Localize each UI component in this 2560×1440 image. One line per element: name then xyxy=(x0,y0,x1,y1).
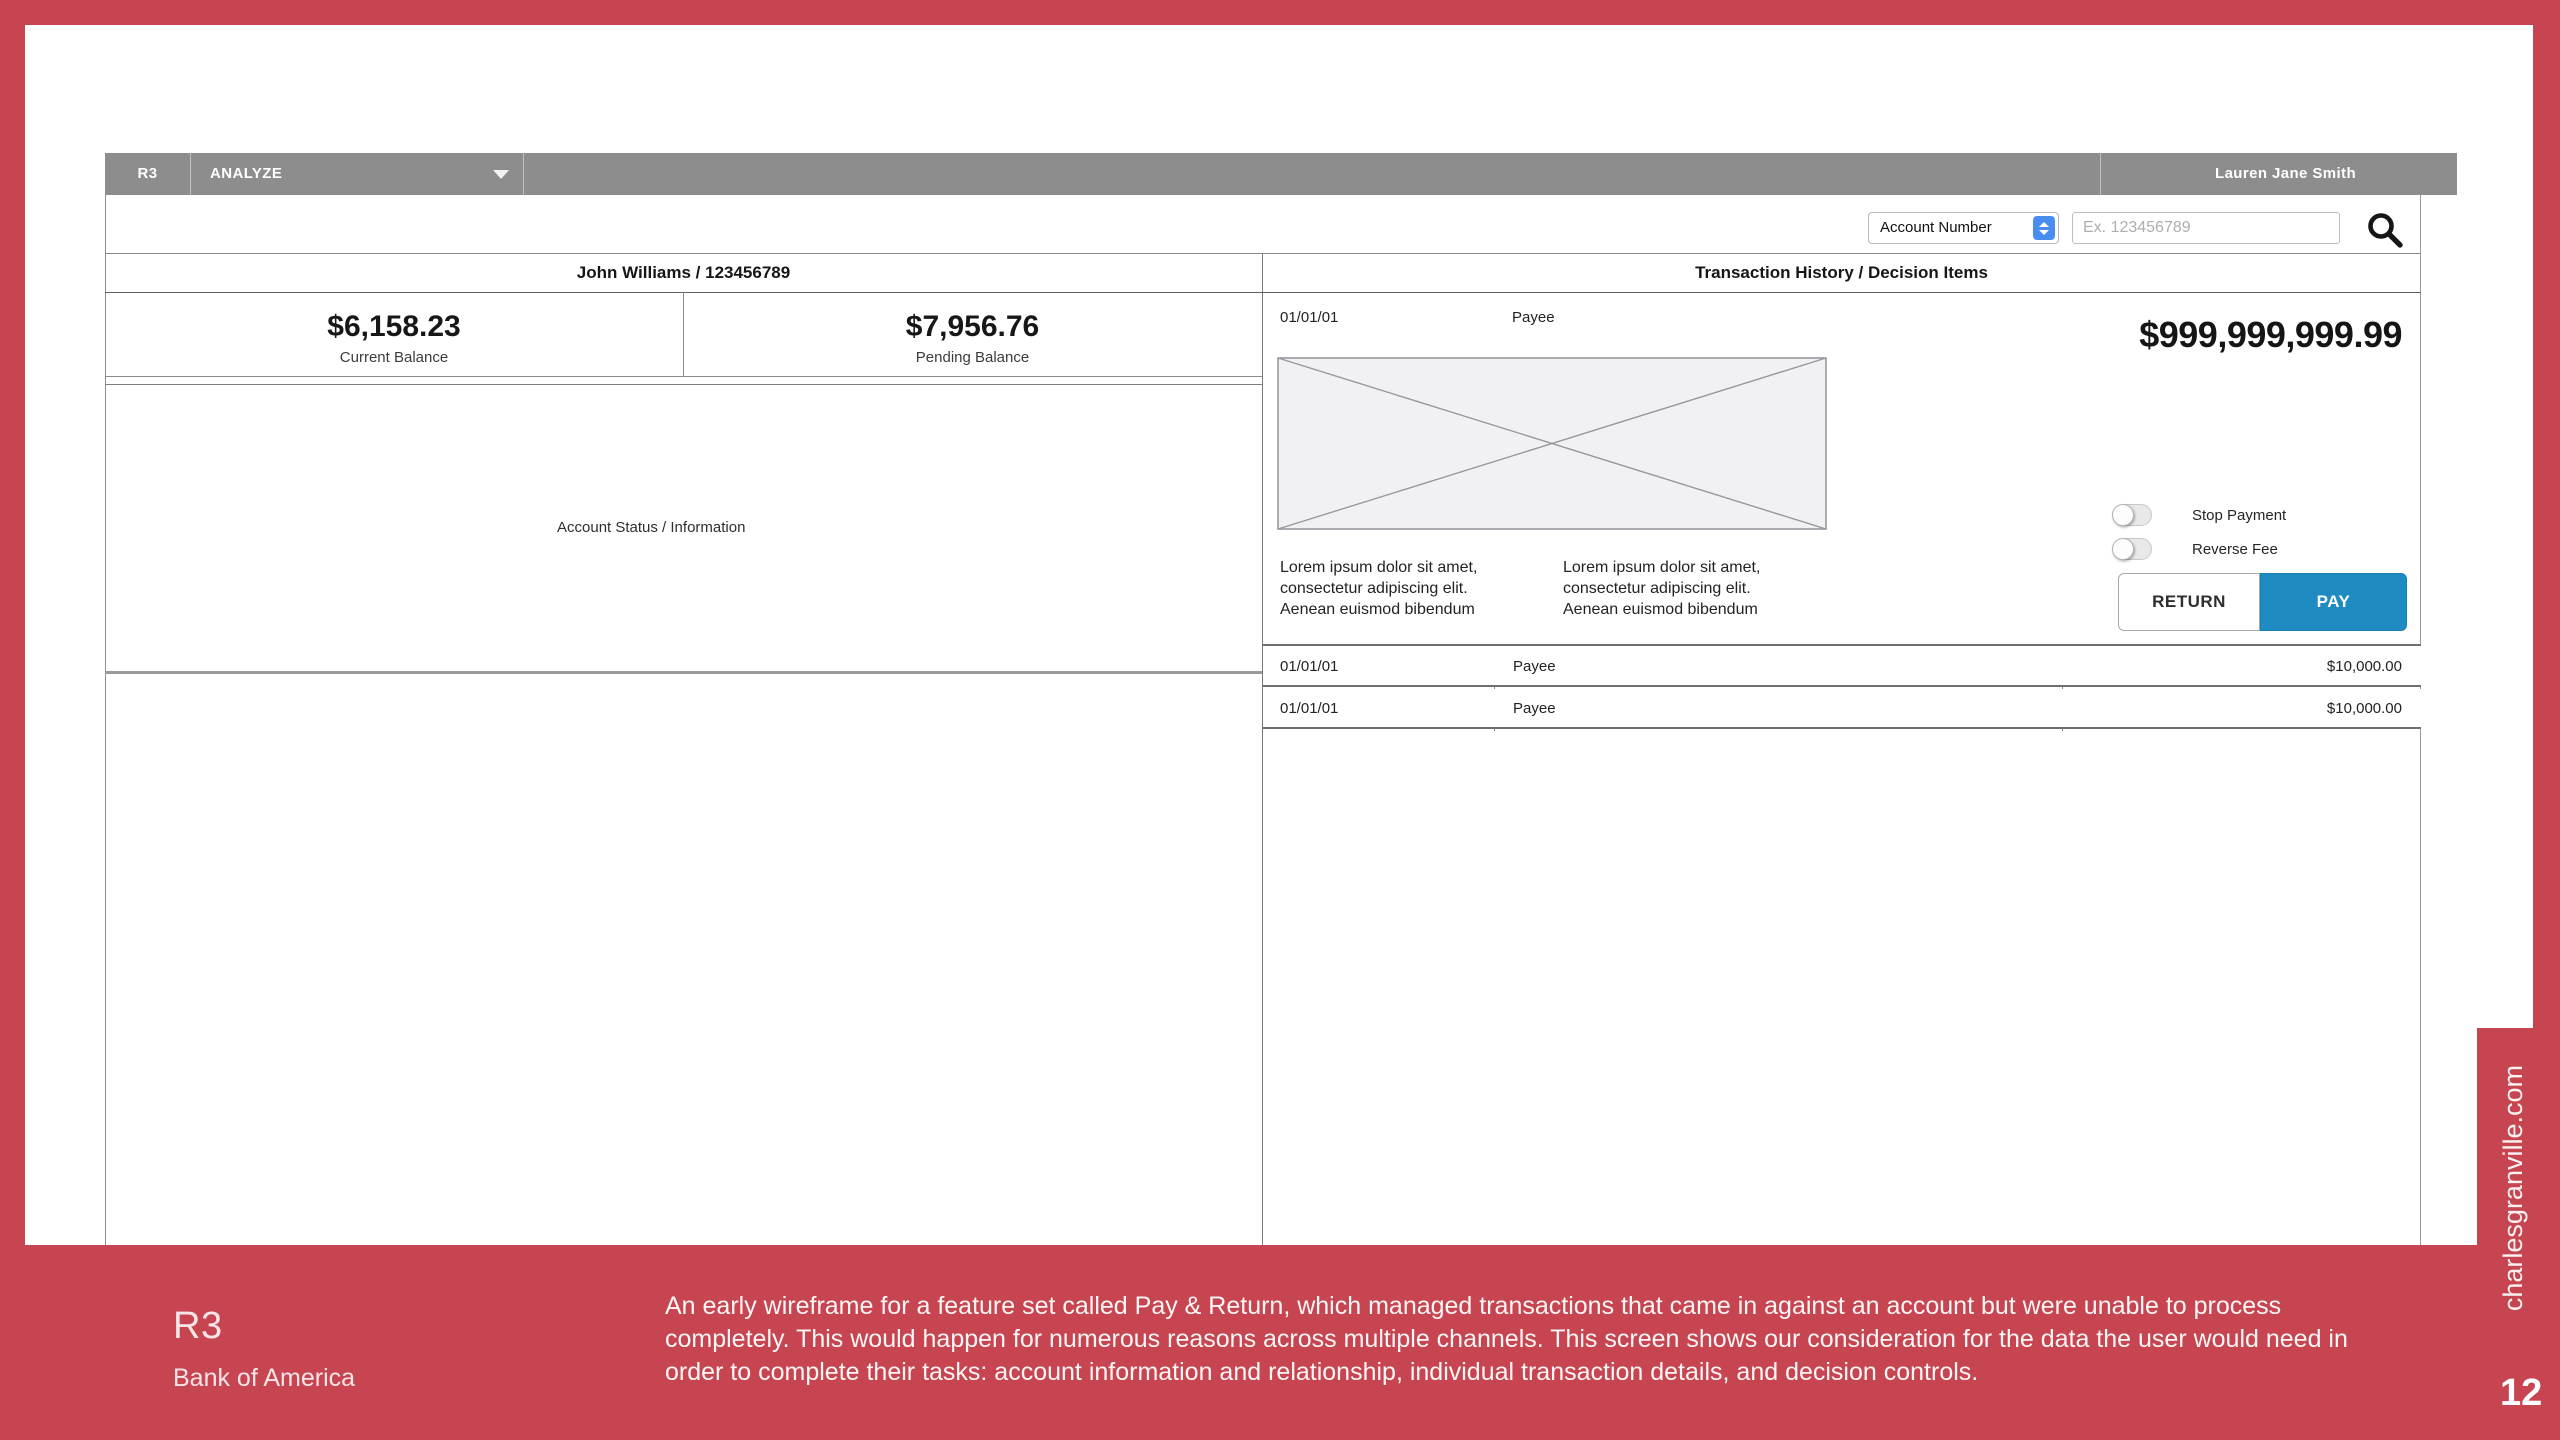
row-date: 01/01/01 xyxy=(1280,700,1339,717)
footer-client-name: Bank of America xyxy=(173,1364,356,1392)
return-button[interactable]: RETURN xyxy=(2118,573,2260,631)
account-number-input[interactable] xyxy=(2072,212,2340,244)
row-amount: $10,000.00 xyxy=(2326,700,2402,717)
page-border-left xyxy=(0,25,25,1245)
row-payee: Payee xyxy=(1513,658,1556,675)
divider-line xyxy=(105,671,1262,674)
divider-line xyxy=(105,384,1262,385)
caret-down-icon xyxy=(493,170,509,179)
website-url: charlesgranville.com xyxy=(2497,1064,2528,1312)
transaction-row[interactable] xyxy=(1263,646,2421,687)
divider-line xyxy=(105,292,2421,293)
user-name: Lauren Jane Smith xyxy=(2215,165,2357,182)
current-balance-cell xyxy=(105,310,683,366)
stop-payment-toggle[interactable] xyxy=(2112,504,2152,526)
search-type-selected-value: Account Number xyxy=(1880,219,1992,236)
toggle-knob xyxy=(2112,504,2134,526)
brand-label: R3 xyxy=(137,165,158,182)
website-vertical-text xyxy=(2482,1048,2544,1328)
row-amount: $10,000.00 xyxy=(2326,658,2402,675)
footer-description: An early wireframe for a feature set called Pay & Return, which managed transactions that came in against an account but were unable to process completely. This would happen for numerous reasons across multiple channels. This screen shows our consideration for the data the user would need in order to complete their tasks: account information and relationship, individual transaction details, and decision controls. xyxy=(665,1292,2348,1386)
analyze-dropdown[interactable] xyxy=(190,153,523,195)
detail-amount: $999,999,999.99 xyxy=(2139,314,2402,355)
account-status-label: Account Status / Information xyxy=(557,519,746,536)
divider-line xyxy=(105,376,1262,377)
toolbar-divider xyxy=(523,153,524,195)
app-toolbar xyxy=(105,153,2457,195)
toggle-knob xyxy=(2112,538,2134,560)
current-balance-value: $6,158.23 xyxy=(327,310,461,343)
transaction-row[interactable] xyxy=(1263,689,2421,729)
pay-button[interactable]: PAY xyxy=(2260,573,2407,631)
analyze-dropdown-label: ANALYZE xyxy=(210,165,283,182)
pending-balance-value: $7,956.76 xyxy=(905,310,1040,343)
detail-note: Lorem ipsum dolor sit amet, consectetur adipiscing elit. Aenean euismod bibendum xyxy=(1280,559,1478,618)
page-border-top xyxy=(0,0,2560,25)
detail-note: Lorem ipsum dolor sit amet, consectetur adipiscing elit. Aenean euismod bibendum xyxy=(1563,559,1761,618)
user-menu[interactable] xyxy=(2100,153,2457,195)
detail-payee: Payee xyxy=(1512,309,1555,326)
current-balance-label: Current Balance xyxy=(339,349,449,366)
pending-balance-cell xyxy=(683,310,1262,366)
transactions-panel-header: Transaction History / Decision Items xyxy=(1695,263,1988,282)
search-type-select[interactable] xyxy=(1868,212,2059,244)
detail-date: 01/01/01 xyxy=(1280,309,1339,326)
reverse-fee-toggle[interactable] xyxy=(2112,538,2152,560)
page-number: 12 xyxy=(2500,1372,2543,1414)
row-payee: Payee xyxy=(1513,700,1556,717)
account-panel-header: John Williams / 123456789 xyxy=(576,263,791,282)
row-date: 01/01/01 xyxy=(1280,658,1339,675)
search-icon[interactable] xyxy=(2364,209,2406,251)
check-image-placeholder xyxy=(1277,357,1827,530)
pending-balance-label: Pending Balance xyxy=(915,349,1030,366)
stop-payment-label: Stop Payment xyxy=(2192,507,2287,524)
reverse-fee-label: Reverse Fee xyxy=(2192,541,2278,558)
footer-project-title: R3 xyxy=(173,1305,223,1347)
panel-divider xyxy=(1262,253,1263,1245)
select-stepper-icon xyxy=(2033,216,2055,240)
